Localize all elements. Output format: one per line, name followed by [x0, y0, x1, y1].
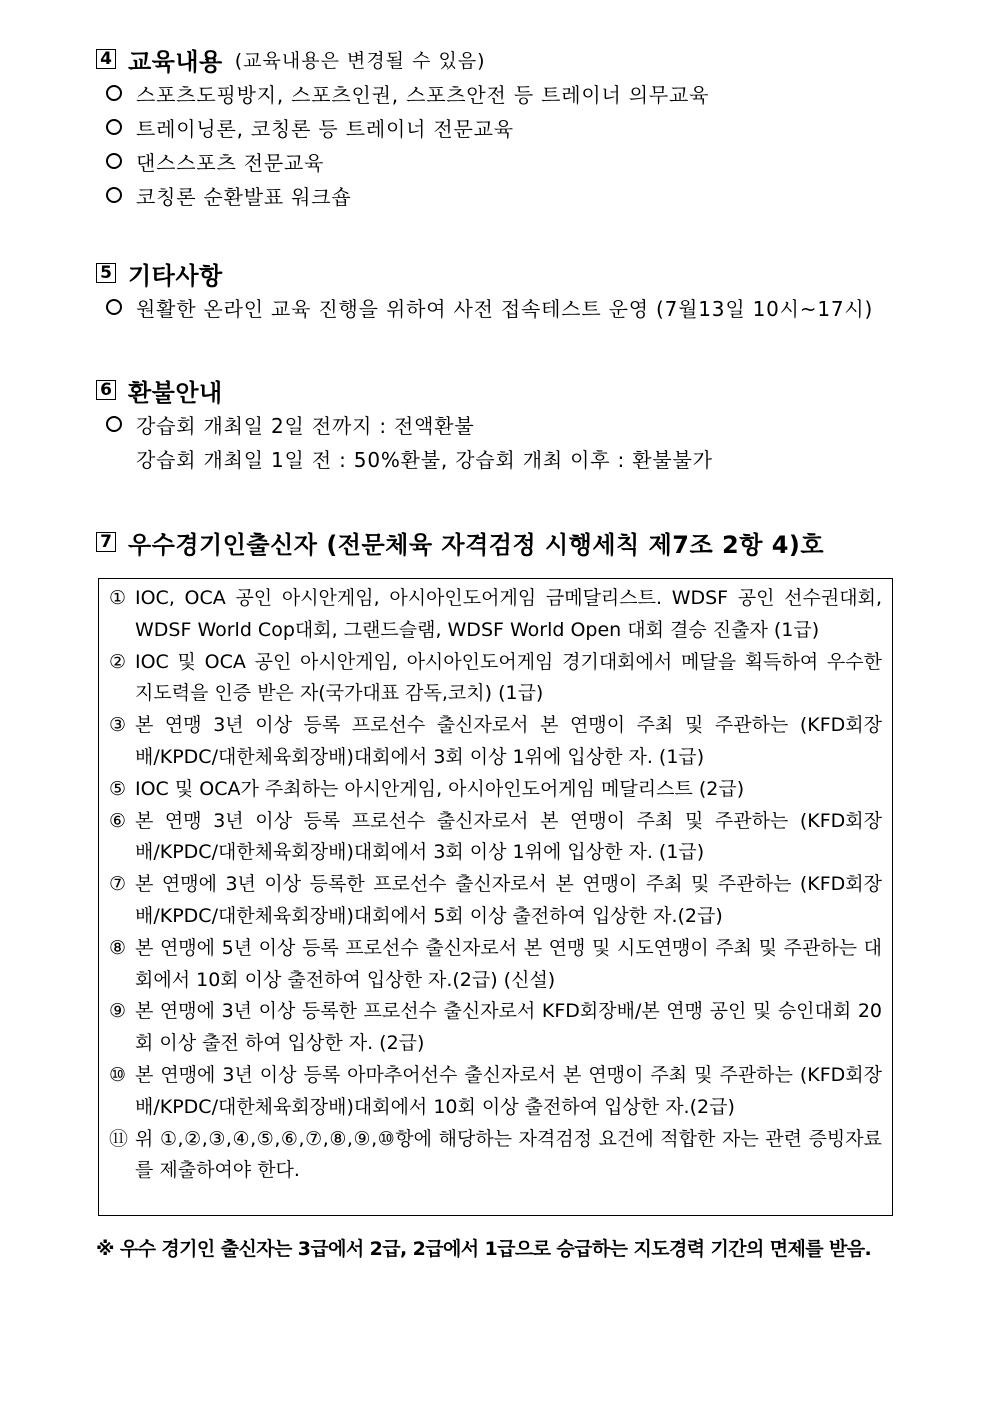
list-item — [96, 407, 896, 441]
criteria-item — [109, 583, 882, 647]
criteria-item — [109, 806, 882, 870]
list-item-text: 스포츠도핑방지, 스포츠인권, 스포츠안전 등 트레이너 의무교육 — [136, 82, 710, 107]
criteria-item — [109, 1124, 882, 1188]
criteria-marker: ⑦ — [109, 873, 127, 896]
section-number: 4 — [96, 49, 116, 69]
criteria-text: IOC 및 OCA가 주최하는 아시안게임, 아시아인도어게임 메달리스트 (2급) — [135, 777, 745, 800]
criteria-item — [109, 710, 882, 774]
hollow-circle-bullet-icon — [106, 85, 122, 101]
criteria-marker: ⑧ — [109, 936, 127, 959]
criteria-marker: ① — [109, 587, 127, 609]
list-item — [96, 110, 896, 144]
list-item-text: 트레이닝론, 코칭론 등 트레이너 전문교육 — [136, 116, 514, 141]
section-note: (교육내용은 변경될 수 있음) — [234, 49, 486, 72]
hollow-circle-bullet-icon — [106, 299, 122, 315]
criteria-text: IOC, OCA 공인 아시안게임, 아시아인도어게임 금메달리스트. WDSF 공인 선수권대회, WDSF World Cop대회, 그랜드슬램, WDSF World Open 대회 결승 진출자 (1급) — [135, 587, 882, 641]
qualification-criteria-box — [98, 578, 893, 1216]
criteria-marker: ⑤ — [109, 777, 127, 800]
list-item-continuation: 강습회 개최일 1일 전 : 50%환불, 강습회 개최 이후 : 환불불가 — [136, 447, 713, 472]
criteria-text: 본 연맹에 5년 이상 등록 프로선수 출신자로서 본 연맹 및 시도연맹이 주최 및 주관하는 대회에서 10회 이상 출전하여 입상한 자.(2급) (신설) — [135, 936, 882, 991]
section-education-content — [96, 42, 896, 212]
section-title: 환불안내 — [128, 378, 223, 407]
section-heading — [96, 256, 896, 290]
list-item — [96, 178, 896, 212]
criteria-item — [109, 869, 882, 933]
criteria-item — [109, 1060, 882, 1124]
section-heading — [96, 42, 896, 76]
criteria-item — [109, 774, 882, 806]
criteria-marker: ⑥ — [109, 809, 127, 832]
list-item-text: 원활한 온라인 교육 진행을 위하여 사전 접속테스트 운영 (7월13일 10시~17시) — [136, 296, 874, 321]
section-title: 교육내용 — [128, 47, 223, 76]
criteria-item — [109, 933, 882, 997]
list-item-text: 강습회 개최일 2일 전까지 : 전액환불 — [136, 413, 475, 438]
criteria-marker: ③ — [109, 714, 127, 737]
criteria-text: 본 연맹에 3년 이상 등록한 프로선수 출신자로서 본 연맹이 주최 및 주관하는 (KFD회장배/KPDC/대한체육회장배)대회에서 5회 이상 출전하여 입상한 자.(2급) — [135, 873, 882, 927]
section-excellent-athletes — [96, 525, 896, 559]
hollow-circle-bullet-icon — [106, 187, 122, 203]
hollow-circle-bullet-icon — [106, 153, 122, 169]
criteria-text: 위 ①,②,③,④,⑤,⑥,⑦,⑧,⑨,⑩항에 해당하는 자격검정 요건에 적합한 자는 관련 증빙자료를 제출하여야 한다. — [135, 1127, 882, 1182]
criteria-marker: ⑩ — [109, 1063, 127, 1086]
criteria-text: 본 연맹에 3년 이상 등록 아마추어선수 출신자로서 본 연맹이 주최 및 주관하는 (KFD회장배/KPDC/대한체육회장배)대회에서 10회 이상 출전하여 입상한 자.(2급) — [135, 1063, 882, 1118]
section-heading — [96, 525, 896, 559]
section-number: 5 — [96, 263, 116, 283]
section-number: 6 — [96, 380, 116, 400]
list-item-text: 코칭론 순환발표 워크숍 — [136, 184, 352, 209]
hollow-circle-bullet-icon — [106, 416, 122, 432]
criteria-item — [109, 996, 882, 1060]
section-title: 기타사항 — [128, 261, 223, 290]
section-other-matters — [96, 256, 896, 324]
section-refund-guide — [96, 373, 896, 475]
section-title: 우수경기인출신자 (전문체육 자격검정 시행세칙 제7조 2항 4)호 — [128, 530, 825, 559]
criteria-marker: ⑪ — [109, 1127, 129, 1150]
section-number: 7 — [96, 532, 116, 552]
list-item — [96, 76, 896, 110]
criteria-text: 본 연맹 3년 이상 등록 프로선수 출신자로서 본 연맹이 주최 및 주관하는 (KFD회장배/KPDC/대한체육회장배)대회에서 3회 이상 1위에 입상한 자. (1급) — [135, 714, 882, 768]
section-heading — [96, 373, 896, 407]
hollow-circle-bullet-icon — [106, 119, 122, 135]
criteria-item — [109, 647, 882, 711]
footnote: ※ 우수 경기인 출신자는 3급에서 2급, 2급에서 1급으로 승급하는 지도경력 기간의 면제를 받음. — [96, 1238, 872, 1260]
list-item-text: 댄스스포츠 전문교육 — [136, 150, 325, 175]
criteria-text: IOC 및 OCA 공인 아시안게임, 아시아인도어게임 경기대회에서 메달을 획득하여 우수한 지도력을 인증 받은 자(국가대표 감독,코치) (1급) — [135, 650, 882, 705]
criteria-text: 본 연맹 3년 이상 등록 프로선수 출신자로서 본 연맹이 주최 및 주관하는 (KFD회장배/KPDC/대한체육회장배)대회에서 3회 이상 1위에 입상한 자. (1급) — [135, 809, 882, 864]
criteria-marker: ⑨ — [109, 1000, 127, 1023]
criteria-text: 본 연맹에 3년 이상 등록한 프로선수 출신자로서 KFD회장배/본 연맹 공인 및 승인대회 20회 이상 출전 하여 입상한 자. (2급) — [135, 1000, 882, 1055]
criteria-marker: ② — [109, 650, 127, 673]
list-item — [96, 290, 896, 324]
list-item — [96, 144, 896, 178]
